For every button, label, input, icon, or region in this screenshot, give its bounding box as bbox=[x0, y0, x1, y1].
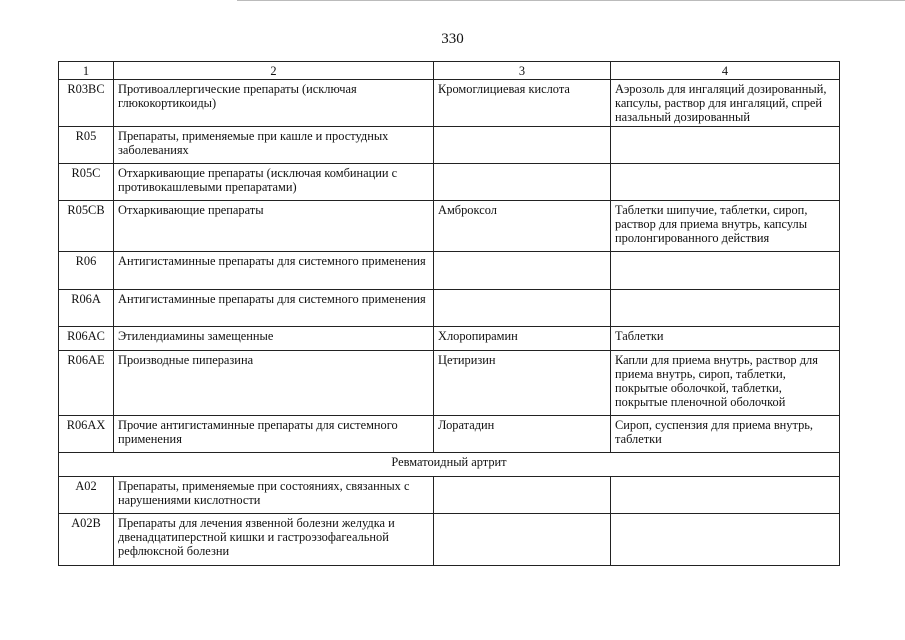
dosage-form-cell bbox=[611, 477, 840, 514]
dosage-form-cell bbox=[611, 127, 840, 164]
group-name-cell: Отхаркивающие препараты (исключая комбинации с противокашлевыми препаратами) bbox=[114, 164, 434, 201]
atc-code-cell: R06AX bbox=[59, 416, 114, 453]
dosage-form-cell bbox=[611, 290, 840, 327]
atc-code-cell: A02 bbox=[59, 477, 114, 514]
group-name-cell: Антигистаминные препараты для системного применения bbox=[114, 290, 434, 327]
atc-code-cell: R05C bbox=[59, 164, 114, 201]
table-row bbox=[59, 351, 840, 416]
group-name-cell: Этилендиамины замещенные bbox=[114, 327, 434, 351]
table-row bbox=[59, 164, 840, 201]
table-row bbox=[59, 201, 840, 252]
section-row bbox=[59, 453, 840, 477]
group-name-cell: Прочие антигистаминные препараты для системного применения bbox=[114, 416, 434, 453]
dosage-form-cell bbox=[611, 514, 840, 566]
dosage-form-cell: Таблетки bbox=[611, 327, 840, 351]
atc-code-cell: R05 bbox=[59, 127, 114, 164]
group-name-cell: Препараты, применяемые при кашле и простудных заболеваниях bbox=[114, 127, 434, 164]
table-row bbox=[59, 327, 840, 351]
table-row bbox=[59, 252, 840, 290]
dosage-form-cell: Таблетки шипучие, таблетки, сироп, раствор для приема внутрь, капсулы пролонгированного действия bbox=[611, 201, 840, 252]
table-row bbox=[59, 416, 840, 453]
column-header-2: 2 bbox=[114, 62, 434, 80]
section-title: Ревматоидный артрит bbox=[59, 453, 840, 477]
group-name-cell: Производные пиперазина bbox=[114, 351, 434, 416]
table-row bbox=[59, 80, 840, 127]
drug-name-cell: Кромоглициевая кислота bbox=[434, 80, 611, 127]
table-row bbox=[59, 514, 840, 566]
drug-name-cell bbox=[434, 127, 611, 164]
group-name-cell: Отхаркивающие препараты bbox=[114, 201, 434, 252]
column-header-3: 3 bbox=[434, 62, 611, 80]
group-name-cell: Противоаллергические препараты (исключая глюкокортикоиды) bbox=[114, 80, 434, 127]
atc-code-cell: R06AE bbox=[59, 351, 114, 416]
drug-name-cell bbox=[434, 514, 611, 566]
drug-name-cell bbox=[434, 477, 611, 514]
atc-code-cell: R06A bbox=[59, 290, 114, 327]
top-edge-rule bbox=[237, 0, 905, 1]
atc-code-cell: R06 bbox=[59, 252, 114, 290]
dosage-form-cell: Капли для приема внутрь, раствор для приема внутрь, сироп, таблетки, покрытые оболочкой, таблетки, покрытые пленочной оболочкой bbox=[611, 351, 840, 416]
dosage-form-cell bbox=[611, 164, 840, 201]
column-header-1: 1 bbox=[59, 62, 114, 80]
table-header-row bbox=[59, 62, 840, 80]
table-row bbox=[59, 290, 840, 327]
dosage-form-cell: Сироп, суспензия для приема внутрь, таблетки bbox=[611, 416, 840, 453]
drug-name-cell: Лоратадин bbox=[434, 416, 611, 453]
atc-code-cell: R03BC bbox=[59, 80, 114, 127]
drug-name-cell bbox=[434, 252, 611, 290]
atc-code-cell: A02B bbox=[59, 514, 114, 566]
drug-name-cell: Хлоропирамин bbox=[434, 327, 611, 351]
group-name-cell: Препараты, применяемые при состояниях, связанных с нарушениями кислотности bbox=[114, 477, 434, 514]
atc-code-cell: R06AC bbox=[59, 327, 114, 351]
table-row bbox=[59, 477, 840, 514]
drug-name-cell: Цетиризин bbox=[434, 351, 611, 416]
group-name-cell: Антигистаминные препараты для системного применения bbox=[114, 252, 434, 290]
column-header-4: 4 bbox=[611, 62, 840, 80]
drug-name-cell bbox=[434, 164, 611, 201]
drug-table bbox=[58, 61, 840, 566]
group-name-cell: Препараты для лечения язвенной болезни желудка и двенадцатиперстной кишки и гастроэзофагеальной рефлюксной болезни bbox=[114, 514, 434, 566]
table-row bbox=[59, 127, 840, 164]
drug-name-cell: Амброксол bbox=[434, 201, 611, 252]
drug-name-cell bbox=[434, 290, 611, 327]
atc-code-cell: R05CB bbox=[59, 201, 114, 252]
dosage-form-cell bbox=[611, 252, 840, 290]
page-number: 330 bbox=[441, 31, 464, 47]
dosage-form-cell: Аэрозоль для ингаляций дозированный, капсулы, раствор для ингаляций, спрей назальный дозированный bbox=[611, 80, 840, 127]
